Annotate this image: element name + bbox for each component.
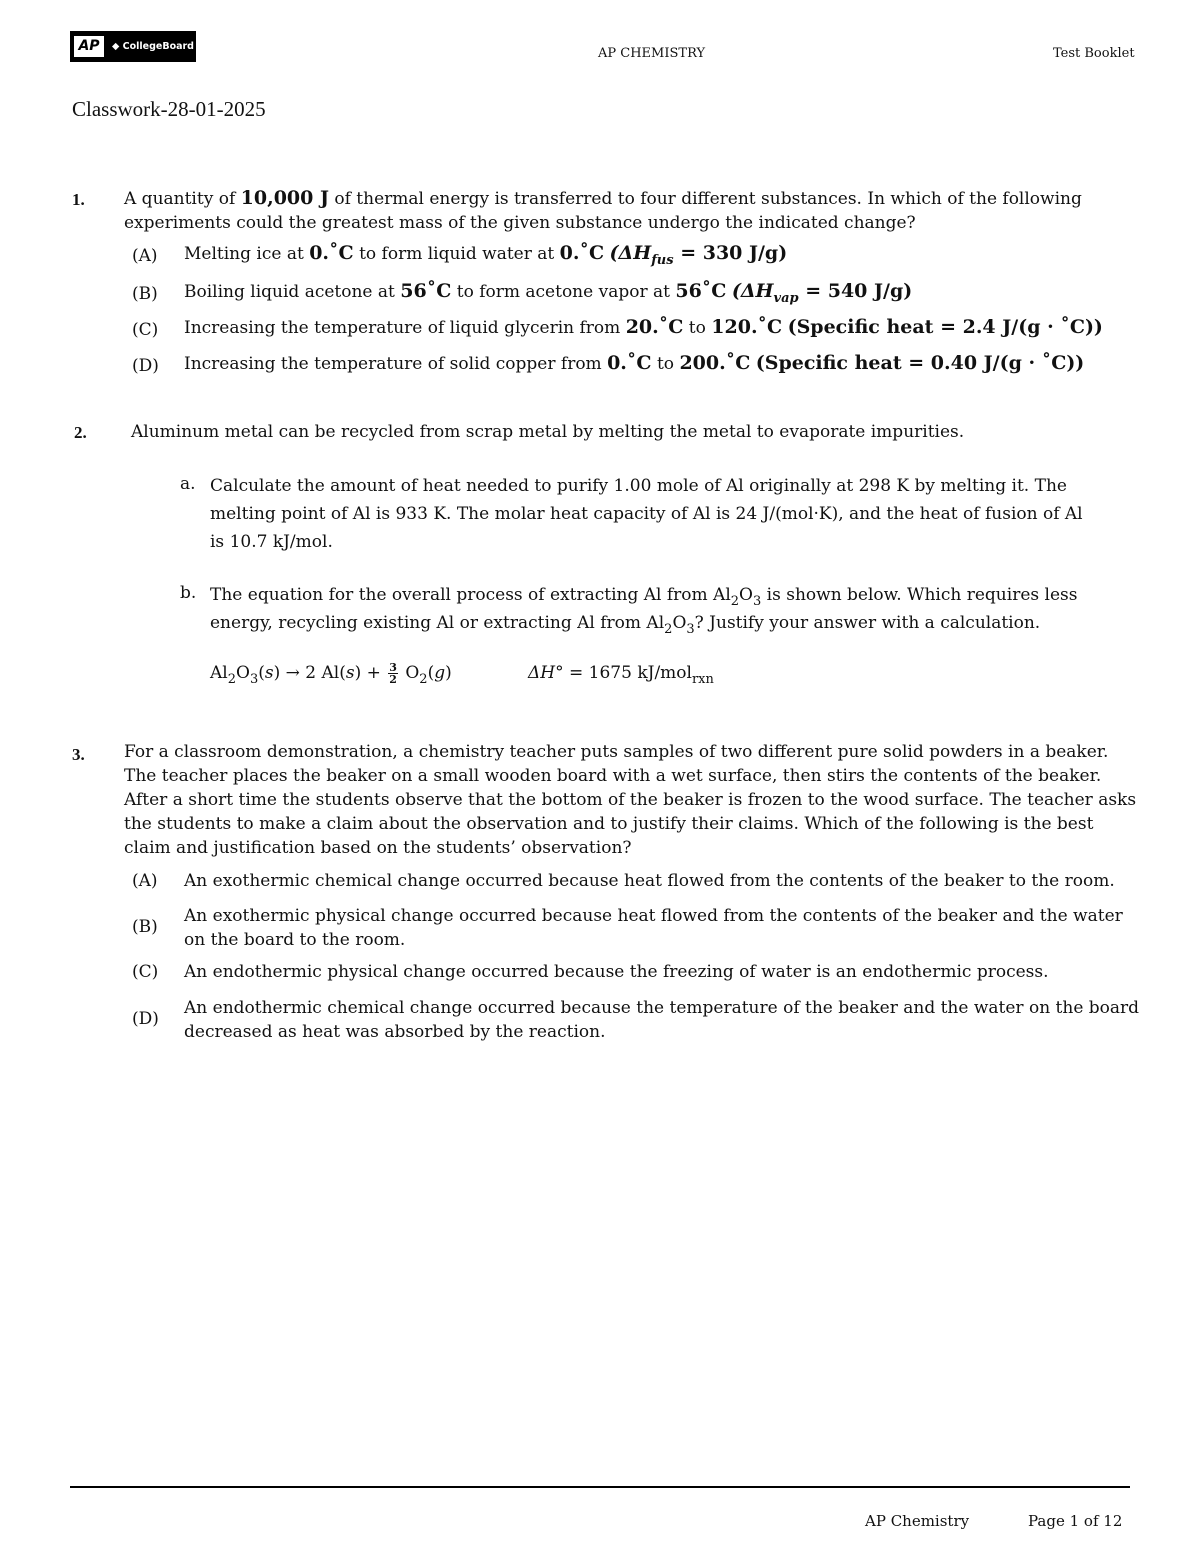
q3-option-d-letter: (D) [132, 1009, 159, 1029]
q1-option-d-letter: (D) [132, 356, 159, 376]
ap-logo-mark: AP [74, 36, 104, 57]
college-board-wordmark: ◆ CollegeBoard [112, 41, 194, 52]
q1-option-a-letter: (A) [132, 246, 158, 266]
q3-option-b: An exothermic physical change occurred because heat flowed from the contents of the beaker and the water on the board to the room. [184, 906, 1123, 950]
q3-option-d: An endothermic chemical change occurred because the temperature of the beaker and the water on the board decreased as heat was absorbed by the reaction. [184, 998, 1140, 1042]
q3-option-c-letter: (C) [132, 962, 159, 982]
footer-rule [70, 1486, 1130, 1488]
q2-part-a-text: Calculate the amount of heat needed to purify 1.00 mole of Al originally at 298 K by melting it. The melting point of Al is 933 K. The molar heat capacity of Al is 24 J/(mol·K), and the heat of fusion of Al is 10.7 kJ/mol. [210, 476, 1083, 552]
q3-option-b-letter: (B) [132, 917, 158, 937]
question-2-stem: Aluminum metal can be recycled from scrap metal by melting the metal to evaporate impurities. [131, 422, 965, 442]
q1-option-c-letter: (C) [132, 320, 159, 340]
question-3-stem: For a classroom demonstration, a chemistry teacher puts samples of two different pure solid powders in a beaker. The teacher places the beaker on a small wooden board with a wet surface, then stirs the contents of the beaker. After a short time the students observe that the bottom of the beaker is frozen to the wood surface. The teacher asks the students to make a claim about the observation and to justify their claims. Which of the following is the best claim and justification based on the students’ observation? [124, 742, 1137, 858]
q3-option-c: An endothermic physical change occurred because the freezing of water is an endothermic process. [184, 962, 1049, 982]
question-1-stem: A quantity of 10,000 J of thermal energy is transferred to four different substances. In which of the following experiments could the greatest mass of the given substance undergo the indicated change? [124, 187, 1082, 233]
q1-option-a: Melting ice at 0.˚C to form liquid water at 0.˚C ($\Delta H_{fus} = 330$ J/g) [184, 242, 788, 268]
question-1-number: 1. [72, 190, 85, 209]
q2-part-a-label: a. [180, 474, 196, 494]
footer-page-number: Page 1 of 12 [1028, 1512, 1123, 1530]
q1-option-b-letter: (B) [132, 284, 158, 304]
q2-enthalpy: ΔH° = 1675 kJ/mol$_{rxn}$ [528, 663, 714, 687]
fraction-three-halves: $\frac{3}{2}$ [389, 661, 397, 686]
question-2-number: 2. [74, 423, 87, 442]
q2-part-b-text: The equation for the overall process of extracting Al from $Al_2O_3$ is shown below. Which requires less energy, recycling existing Al or extracting Al from $Al_2O_3$? Justify your answer with a calculation. [210, 585, 1078, 637]
header-subject: AP CHEMISTRY [598, 46, 706, 61]
q1-option-b: Boiling liquid acetone at 56˚C to form acetone vapor at 56˚C ($\Delta H_{vap} = 540$ J/g) [184, 280, 913, 306]
q2-part-b-label: b. [180, 583, 197, 603]
footer-course: AP Chemistry [865, 1512, 970, 1530]
q3-option-a-letter: (A) [132, 871, 158, 891]
question-3-number: 3. [72, 745, 85, 764]
q1-option-d: Increasing the temperature of solid copper from 0.˚C to 200.˚C (Specific heat = 0.40 J/(g · ˚C)) [184, 352, 1085, 374]
q2-equation: $Al_2O_3(s) \to 2$ Al(s) + $\frac{3}{2}$ $O_2(g)$ [210, 661, 452, 687]
header-booklet: Test Booklet [1053, 46, 1135, 61]
q3-option-a: An exothermic chemical change occurred because heat flowed from the contents of the beaker to the room. [184, 871, 1115, 891]
q1-option-c: Increasing the temperature of liquid glycerin from 20.˚C to 120.˚C (Specific heat = 2.4 J/(g · ˚C)) [184, 316, 1103, 338]
page-title: Classwork-28-01-2025 [72, 97, 266, 121]
